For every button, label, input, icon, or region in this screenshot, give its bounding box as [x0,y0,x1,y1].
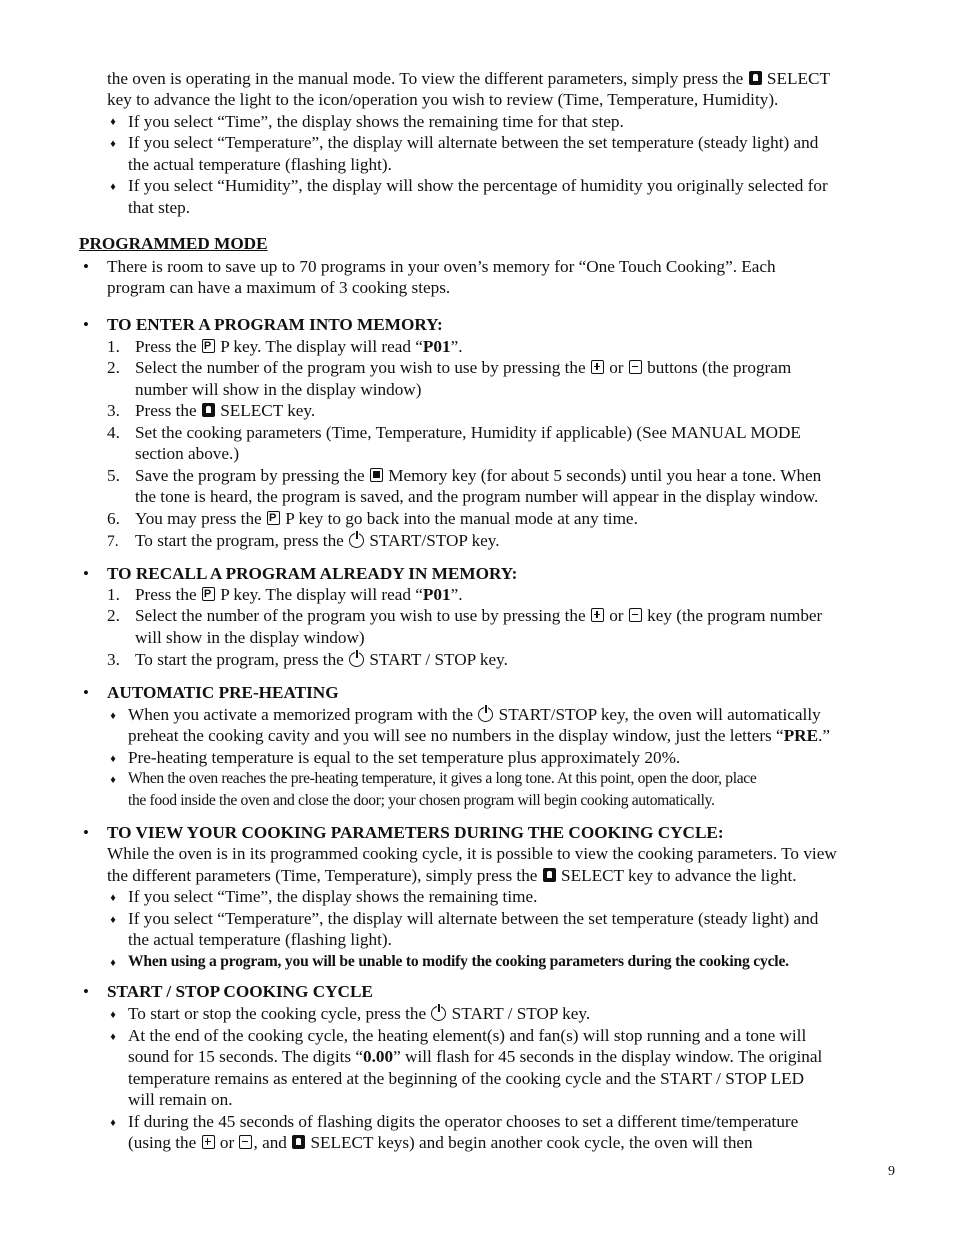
enter-step-2: Select the number of the program you wish to use by pressing the or buttons (the program [135,358,792,377]
preheat-bullet-3: When the oven reaches the pre-heating temperature, it gives a long tone. At this point, open the door, place [128,770,757,787]
round-bullet-icon: • [83,683,89,702]
start-stop-power-icon [349,533,364,548]
start-stop-power-icon [431,1006,446,1021]
memory-key-icon [370,468,383,482]
step-number: 1. [107,337,120,356]
view-parameters-heading: TO VIEW YOUR COOKING PARAMETERS DURING THE COOKING CYCLE: [107,823,724,842]
preheat-bullet-1: When you activate a memorized program with the START/STOP key, the oven will automatically [128,705,821,724]
diamond-bullet-icon: ♦ [110,1031,116,1043]
select-key-icon [543,868,556,882]
recall-step-1: Press the P P key. The display will read “P01”. [135,584,463,606]
start-stop-bullet-3: If during the 45 seconds of flashing digits the operator chooses to set a different time/temperature [128,1112,799,1131]
minus-key-icon [629,608,642,622]
round-bullet-icon: • [83,564,89,583]
step-number: 5. [107,466,120,485]
minus-key-icon [239,1135,252,1149]
enter-program-heading: TO ENTER A PROGRAM INTO MEMORY: [107,315,443,334]
preheat-bullet-1-cont: preheat the cooking cavity and you will see no numbers in the display window, just the letters “PRE.” [128,726,830,745]
enter-step-1: Press the P P key. The display will read “P01”. [135,336,463,358]
enter-step-5: Save the program by pressing the Memory key (for about 5 seconds) until you hear a tone. When [135,466,822,485]
round-bullet-icon: • [83,257,89,276]
intro-bullet-3a: If you select “Humidity”, the display will show the percentage of humidity you originally selected for [128,176,828,195]
view-para-1: While the oven is in its programmed cooking cycle, it is possible to view the cooking parameters. To view [107,844,837,863]
start-stop-bullet-2: At the end of the cooking cycle, the heating element(s) and fan(s) will stop running and a tone will [128,1026,807,1045]
intro-bullet-2b: the actual temperature (flashing light). [128,155,392,174]
preheat-bullet-2: Pre-heating temperature is equal to the set temperature plus approximately 20%. [128,748,681,767]
step-number: 3. [107,401,120,420]
start-stop-bullet-3-cont: (using the or , and SELECT keys) and begin another cook cycle, the oven will then [128,1133,753,1152]
enter-step-6: You may press the P P key to go back into the manual mode at any time. [135,508,638,530]
recall-step-2-cont: will show in the display window) [135,628,365,647]
diamond-bullet-icon: ♦ [110,116,116,128]
minus-key-icon [629,360,642,374]
step-number: 4. [107,423,120,442]
recall-step-2: Select the number of the program you wish to use by pressing the or key (the program number [135,606,823,625]
recall-program-heading: TO RECALL A PROGRAM ALREADY IN MEMORY: [107,564,518,583]
enter-step-4-cont: section above.) [135,444,240,463]
intro-bullet-2a: If you select “Temperature”, the display will alternate between the set temperature (steady light) and [128,133,819,152]
start-stop-bullet-2-l4: will remain on. [128,1090,233,1109]
diamond-bullet-icon: ♦ [110,957,116,969]
plus-key-icon [202,1135,215,1149]
select-key-icon [749,71,762,85]
step-number: 2. [107,606,120,625]
enter-step-3: Press the SELECT key. [135,401,316,420]
plus-key-icon [591,360,604,374]
diamond-bullet-icon: ♦ [110,914,116,926]
recall-step-3: To start the program, press the START / STOP key. [135,650,508,669]
round-bullet-icon: • [83,823,89,842]
diamond-bullet-icon: ♦ [110,753,116,765]
start-stop-bullet-2-l3: temperature remains as entered at the beginning of the cooking cycle and the START / STOP LED [128,1069,804,1088]
p-key-icon [267,511,280,525]
programmed-para-1: There is room to save up to 70 programs in your oven’s memory for “One Touch Cooking”. Each [107,257,776,276]
start-stop-power-icon [349,652,364,667]
start-stop-bullet-2-l2: sound for 15 seconds. The digits “0.00” will flash for 45 seconds in the display window. The original [128,1047,823,1066]
intro-line-2: key to advance the light to the icon/operation you wish to review (Time, Temperature, Humidity). [107,90,779,109]
diamond-bullet-icon: ♦ [110,138,116,150]
p-key-icon [202,339,215,353]
step-number: 1. [107,585,120,604]
diamond-bullet-icon: ♦ [110,1009,116,1021]
diamond-bullet-icon: ♦ [110,710,116,722]
diamond-bullet-icon: ♦ [110,181,116,193]
intro-bullet-3b: that step. [128,198,191,217]
round-bullet-icon: • [83,982,89,1001]
intro-line-1: the oven is operating in the manual mode. To view the different parameters, simply press the SELECT [107,69,830,88]
preheat-bullet-3-cont: the food inside the oven and close the door; your chosen program will begin cooking automatically. [128,792,715,809]
enter-step-5-cont: the tone is heard, the program is saved, and the program number will appear in the display window. [135,487,819,506]
select-key-icon [202,403,215,417]
step-number: 7. [107,533,119,550]
start-stop-bullet-1: To start or stop the cooking cycle, press the START / STOP key. [128,1004,591,1023]
round-bullet-icon: • [83,315,89,334]
enter-step-2-cont: number will show in the display window) [135,380,422,399]
view-bullet-2-cont: the actual temperature (flashing light). [128,930,392,949]
start-stop-power-icon [478,707,493,722]
preheating-heading: AUTOMATIC PRE-HEATING [107,683,339,702]
select-key-icon [292,1135,305,1149]
page-number: 9 [888,1164,895,1179]
view-para-2: the different parameters (Time, Temperature), simply press the SELECT key to advance the light. [107,866,797,885]
view-bullet-1: If you select “Time”, the display shows the remaining time. [128,887,538,906]
step-number: 2. [107,358,120,377]
programmed-para-2: program can have a maximum of 3 cooking steps. [107,278,451,297]
view-bullet-2: If you select “Temperature”, the display will alternate between the set temperature (steady light) and [128,909,819,928]
start-stop-heading: START / STOP COOKING CYCLE [107,982,373,1001]
enter-step-4: Set the cooking parameters (Time, Temperature, Humidity if applicable) (See MANUAL MODE [135,423,801,442]
plus-key-icon [591,608,604,622]
view-bullet-3-warning: When using a program, you will be unable to modify the cooking parameters during the cooking cycle. [128,953,789,970]
enter-step-7: To start the program, press the START/STOP key. [135,531,500,550]
diamond-bullet-icon: ♦ [110,892,116,904]
diamond-bullet-icon: ♦ [110,774,116,786]
p-key-icon [202,587,215,601]
programmed-mode-heading: PROGRAMMED MODE [79,234,268,253]
step-number: 3. [107,650,120,669]
step-number: 6. [107,509,120,528]
diamond-bullet-icon: ♦ [110,1117,116,1129]
intro-bullet-1: If you select “Time”, the display shows the remaining time for that step. [128,112,624,131]
